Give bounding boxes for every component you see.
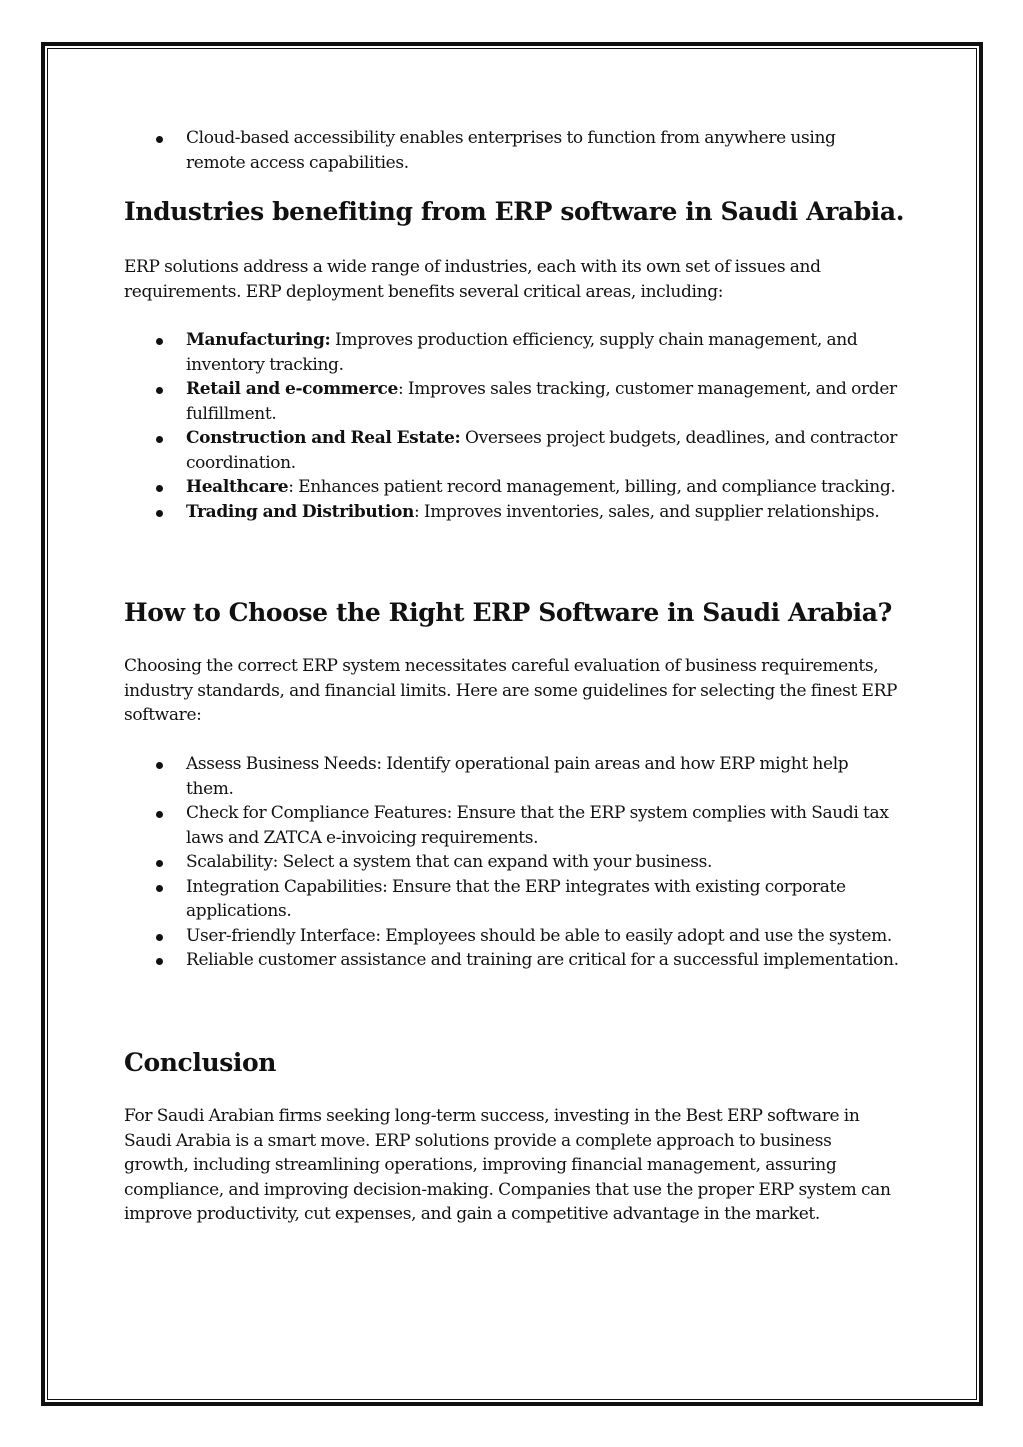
bullet-icon	[156, 136, 163, 143]
industries-heading-block	[124, 197, 905, 227]
industries-list	[124, 328, 899, 524]
list-item-term: Construction and Real Estate:	[186, 428, 461, 448]
list-item	[124, 875, 899, 924]
list-item-text: Assess Business Needs: Identify operational pain areas and how ERP might help them.	[186, 754, 849, 799]
list-item-term: Manufacturing:	[186, 330, 331, 350]
industries-list-block	[124, 328, 899, 524]
section-paragraph: For Saudi Arabian firms seeking long-term success, investing in the Best ERP software in Saudi Arabia is a smart move. ERP solutions provide a complete approach to business growth, including streamlining operations, improving financial management, assuring compliance, and improving decision-making. Companies that use the proper ERP system can improve productivity, cut expenses, and gain a competitive advantage in the market.	[124, 1106, 891, 1224]
intro-bullet-list	[124, 126, 899, 175]
list-item-term: Trading and Distribution	[186, 501, 414, 522]
list-item-text: : Improves inventories, sales, and supplier relationships.	[413, 501, 880, 522]
choose-list	[124, 752, 899, 973]
bullet-icon	[156, 958, 163, 965]
list-item-text: Reliable customer assistance and training are critical for a successful implementation.	[186, 950, 899, 970]
list-item	[124, 126, 899, 175]
list-item	[124, 948, 899, 973]
list-item-term: Retail and e-commerce	[186, 379, 398, 399]
list-item-text: User-friendly Interface: Employees should be able to easily adopt and use the system.	[186, 925, 892, 946]
list-item-text: Check for Compliance Features: Ensure that the ERP system complies with Saudi tax laws and ZATCA e-invoicing requirements.	[186, 803, 889, 848]
list-item-text: Integration Capabilities: Ensure that the ERP integrates with existing corporate applications.	[186, 876, 846, 921]
industries-intro-block	[124, 255, 899, 304]
bullet-icon	[156, 436, 163, 443]
bullet-icon	[156, 934, 163, 941]
list-item	[124, 924, 899, 949]
list-item-text: : Enhances patient record management, billing, and compliance tracking.	[288, 477, 896, 497]
bullet-icon	[156, 338, 163, 345]
list-item-text: Cloud-based accessibility enables enterprises to function from anywhere using remote access capabilities.	[186, 128, 836, 173]
list-item-text: Oversees project budgets, deadlines, and contractor coordination.	[186, 428, 897, 473]
list-item	[124, 850, 899, 875]
conclusion-text-block	[124, 1104, 899, 1227]
section-heading: Industries benefiting from ERP software in Saudi Arabia.	[124, 197, 905, 226]
list-item	[124, 328, 899, 377]
section-paragraph: Choosing the correct ERP system necessitates careful evaluation of business requirements, industry standards, and financial limits. Here are some guidelines for selecting the finest ERP software:	[124, 656, 898, 725]
choose-heading-block	[124, 598, 899, 628]
choose-list-block	[124, 752, 899, 973]
list-item	[124, 426, 899, 475]
bullet-icon	[156, 762, 163, 769]
list-item-text: Improves production efficiency, supply chain management, and inventory tracking.	[186, 330, 858, 375]
conclusion-heading-block	[124, 1048, 899, 1078]
section-heading: Conclusion	[124, 1048, 277, 1077]
list-item	[124, 377, 899, 426]
list-item-term: Healthcare	[186, 477, 289, 497]
list-item	[124, 500, 899, 525]
list-item-text: Scalability: Select a system that can expand with your business.	[186, 852, 713, 872]
bullet-icon	[156, 510, 163, 517]
choose-intro-block	[124, 654, 899, 728]
list-item	[124, 475, 899, 500]
bullet-icon	[156, 811, 163, 818]
section-heading: How to Choose the Right ERP Software in Saudi Arabia?	[124, 598, 892, 627]
intro-bullet-block	[124, 126, 899, 175]
bullet-icon	[156, 387, 163, 394]
bullet-icon	[156, 485, 163, 492]
section-paragraph: ERP solutions address a wide range of industries, each with its own set of issues and requirements. ERP deployment benefits several critical areas, including:	[124, 257, 821, 302]
list-item	[124, 801, 899, 850]
list-item-text: : Improves sales tracking, customer management, and order fulfillment.	[186, 379, 897, 424]
list-item	[124, 752, 899, 801]
bullet-icon	[156, 885, 163, 892]
bullet-icon	[156, 860, 163, 867]
